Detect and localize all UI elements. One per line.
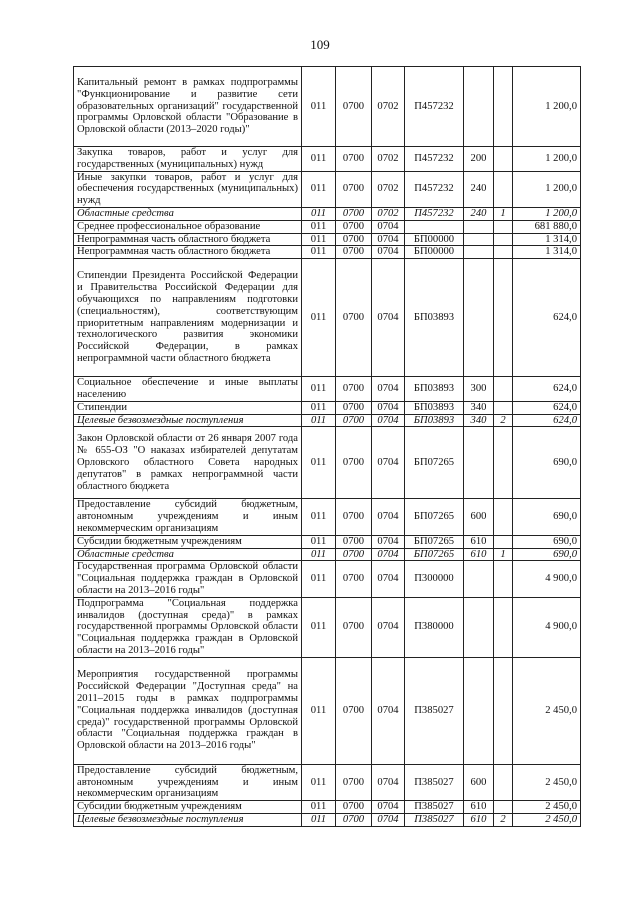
expense-type-code-cell: 240 bbox=[464, 207, 494, 220]
expense-type-code-cell: 600 bbox=[464, 499, 494, 535]
ministry-code-cell: 011 bbox=[302, 171, 336, 207]
subsection-code-cell: 0704 bbox=[372, 233, 405, 246]
section-code-cell: 0700 bbox=[336, 499, 372, 535]
section-code-cell: 0700 bbox=[336, 427, 372, 499]
amount-cell: 2 450,0 bbox=[513, 764, 581, 800]
budget-table-body bbox=[74, 67, 581, 827]
section-code-cell: 0700 bbox=[336, 535, 372, 548]
table-row bbox=[74, 561, 581, 597]
ministry-code-cell: 011 bbox=[302, 813, 336, 826]
subsection-code-cell: 0704 bbox=[372, 246, 405, 259]
ministry-code-cell: 011 bbox=[302, 246, 336, 259]
expense-type-code-cell: 610 bbox=[464, 535, 494, 548]
subsection-code-cell: 0704 bbox=[372, 657, 405, 764]
ministry-code-cell: 011 bbox=[302, 207, 336, 220]
section-code-cell: 0700 bbox=[336, 207, 372, 220]
table-row bbox=[74, 813, 581, 826]
section-code-cell: 0700 bbox=[336, 246, 372, 259]
expense-type-code-cell bbox=[464, 427, 494, 499]
table-row bbox=[74, 657, 581, 764]
amount-cell: 1 314,0 bbox=[513, 246, 581, 259]
section-code-cell: 0700 bbox=[336, 548, 372, 561]
amount-cell: 1 200,0 bbox=[513, 207, 581, 220]
target-article-code-cell: БП03893 bbox=[405, 259, 464, 377]
amount-cell: 690,0 bbox=[513, 548, 581, 561]
section-code-cell: 0700 bbox=[336, 377, 372, 402]
target-article-code-cell: БП00000 bbox=[405, 246, 464, 259]
funding-source-code-cell bbox=[494, 259, 513, 377]
budget-table bbox=[73, 66, 581, 827]
row-name-cell: Целевые безвозмездные поступления bbox=[74, 414, 302, 427]
row-name-cell: Целевые безвозмездные поступления bbox=[74, 813, 302, 826]
expense-type-code-cell bbox=[464, 597, 494, 657]
subsection-code-cell: 0704 bbox=[372, 597, 405, 657]
table-row bbox=[74, 414, 581, 427]
target-article-code-cell: БП03893 bbox=[405, 414, 464, 427]
table-row bbox=[74, 246, 581, 259]
funding-source-code-cell bbox=[494, 499, 513, 535]
subsection-code-cell: 0704 bbox=[372, 427, 405, 499]
subsection-code-cell: 0704 bbox=[372, 801, 405, 814]
page-number: 109 bbox=[310, 37, 330, 52]
row-name-cell: Государственная программа Орловской области "Социальная поддержка граждан в Орловской области на 2013–2016 годы" bbox=[74, 561, 302, 597]
row-name-cell: Закон Орловской области от 26 января 2007 года № 655-ОЗ "О наказах избирателей депутатам Орловского областного Совета народных депутатов" в рамках непрограммной части областного бюджета bbox=[74, 427, 302, 499]
funding-source-code-cell bbox=[494, 597, 513, 657]
funding-source-code-cell bbox=[494, 764, 513, 800]
expense-type-code-cell bbox=[464, 246, 494, 259]
target-article-code-cell: БП07265 bbox=[405, 427, 464, 499]
amount-cell: 624,0 bbox=[513, 259, 581, 377]
funding-source-code-cell bbox=[494, 535, 513, 548]
section-code-cell: 0700 bbox=[336, 813, 372, 826]
target-article-code-cell: П457232 bbox=[405, 147, 464, 172]
section-code-cell: 0700 bbox=[336, 801, 372, 814]
amount-cell: 4 900,0 bbox=[513, 597, 581, 657]
expense-type-code-cell: 300 bbox=[464, 377, 494, 402]
subsection-code-cell: 0704 bbox=[372, 414, 405, 427]
ministry-code-cell: 011 bbox=[302, 548, 336, 561]
section-code-cell: 0700 bbox=[336, 171, 372, 207]
target-article-code-cell: П457232 bbox=[405, 171, 464, 207]
subsection-code-cell: 0702 bbox=[372, 207, 405, 220]
amount-cell: 1 314,0 bbox=[513, 233, 581, 246]
row-name-cell: Непрограммная часть областного бюджета bbox=[74, 246, 302, 259]
table-row bbox=[74, 427, 581, 499]
target-article-code-cell: П300000 bbox=[405, 561, 464, 597]
section-code-cell: 0700 bbox=[336, 597, 372, 657]
amount-cell: 2 450,0 bbox=[513, 813, 581, 826]
table-row bbox=[74, 377, 581, 402]
section-code-cell: 0700 bbox=[336, 220, 372, 233]
amount-cell: 2 450,0 bbox=[513, 801, 581, 814]
funding-source-code-cell bbox=[494, 401, 513, 414]
table-row bbox=[74, 67, 581, 147]
table-row bbox=[74, 171, 581, 207]
target-article-code-cell: БП07265 bbox=[405, 499, 464, 535]
row-name-cell: Предоставление субсидий бюджетным, автономным учреждениям и иным некоммерческим организациям bbox=[74, 764, 302, 800]
row-name-cell: Субсидии бюджетным учреждениям bbox=[74, 801, 302, 814]
table-row bbox=[74, 548, 581, 561]
table-row bbox=[74, 401, 581, 414]
subsection-code-cell: 0704 bbox=[372, 220, 405, 233]
amount-cell: 1 200,0 bbox=[513, 67, 581, 147]
target-article-code-cell: П457232 bbox=[405, 207, 464, 220]
row-name-cell: Непрограммная часть областного бюджета bbox=[74, 233, 302, 246]
expense-type-code-cell bbox=[464, 657, 494, 764]
target-article-code-cell: БП03893 bbox=[405, 401, 464, 414]
ministry-code-cell: 011 bbox=[302, 597, 336, 657]
expense-type-code-cell bbox=[464, 220, 494, 233]
row-name-cell: Подпрограмма "Социальная поддержка инвалидов (доступная среда)" в рамках государственной программы Орловской области "Социальная поддержка граждан в Орловской области на 2013–2016 годы" bbox=[74, 597, 302, 657]
ministry-code-cell: 011 bbox=[302, 67, 336, 147]
ministry-code-cell: 011 bbox=[302, 414, 336, 427]
subsection-code-cell: 0704 bbox=[372, 401, 405, 414]
ministry-code-cell: 011 bbox=[302, 427, 336, 499]
funding-source-code-cell bbox=[494, 427, 513, 499]
subsection-code-cell: 0704 bbox=[372, 499, 405, 535]
expense-type-code-cell: 240 bbox=[464, 171, 494, 207]
target-article-code-cell: П385027 bbox=[405, 657, 464, 764]
subsection-code-cell: 0704 bbox=[372, 813, 405, 826]
funding-source-code-cell bbox=[494, 561, 513, 597]
amount-cell: 690,0 bbox=[513, 499, 581, 535]
row-name-cell: Иные закупки товаров, работ и услуг для обеспечения государственных (муниципальных) нужд bbox=[74, 171, 302, 207]
amount-cell: 4 900,0 bbox=[513, 561, 581, 597]
funding-source-code-cell bbox=[494, 377, 513, 402]
funding-source-code-cell: 1 bbox=[494, 207, 513, 220]
section-code-cell: 0700 bbox=[336, 259, 372, 377]
expense-type-code-cell: 600 bbox=[464, 764, 494, 800]
amount-cell: 681 880,0 bbox=[513, 220, 581, 233]
funding-source-code-cell bbox=[494, 233, 513, 246]
target-article-code-cell: П385027 bbox=[405, 801, 464, 814]
section-code-cell: 0700 bbox=[336, 764, 372, 800]
row-name-cell: Капитальный ремонт в рамках подпрограммы "Функционирование и развитие сети образовательных организаций" государственной программы Орловской области "Образование в Орловской области (2013–2020 годы)" bbox=[74, 67, 302, 147]
ministry-code-cell: 011 bbox=[302, 259, 336, 377]
expense-type-code-cell bbox=[464, 259, 494, 377]
target-article-code-cell: П385027 bbox=[405, 813, 464, 826]
ministry-code-cell: 011 bbox=[302, 147, 336, 172]
funding-source-code-cell bbox=[494, 147, 513, 172]
amount-cell: 624,0 bbox=[513, 401, 581, 414]
funding-source-code-cell bbox=[494, 220, 513, 233]
table-row bbox=[74, 147, 581, 172]
ministry-code-cell: 011 bbox=[302, 535, 336, 548]
target-article-code-cell: БП00000 bbox=[405, 233, 464, 246]
table-row bbox=[74, 764, 581, 800]
table-row bbox=[74, 499, 581, 535]
row-name-cell: Областные средства bbox=[74, 207, 302, 220]
subsection-code-cell: 0704 bbox=[372, 259, 405, 377]
table-row bbox=[74, 259, 581, 377]
target-article-code-cell: БП07265 bbox=[405, 548, 464, 561]
row-name-cell: Среднее профессиональное образование bbox=[74, 220, 302, 233]
row-name-cell: Областные средства bbox=[74, 548, 302, 561]
expense-type-code-cell: 610 bbox=[464, 813, 494, 826]
table-row bbox=[74, 207, 581, 220]
table-row bbox=[74, 220, 581, 233]
amount-cell: 624,0 bbox=[513, 414, 581, 427]
target-article-code-cell: БП07265 bbox=[405, 535, 464, 548]
section-code-cell: 0700 bbox=[336, 414, 372, 427]
section-code-cell: 0700 bbox=[336, 657, 372, 764]
subsection-code-cell: 0704 bbox=[372, 377, 405, 402]
ministry-code-cell: 011 bbox=[302, 657, 336, 764]
section-code-cell: 0700 bbox=[336, 67, 372, 147]
expense-type-code-cell: 200 bbox=[464, 147, 494, 172]
ministry-code-cell: 011 bbox=[302, 220, 336, 233]
row-name-cell: Предоставление субсидий бюджетным, автономным учреждениям и иным некоммерческим организациям bbox=[74, 499, 302, 535]
table-row bbox=[74, 233, 581, 246]
funding-source-code-cell: 2 bbox=[494, 414, 513, 427]
subsection-code-cell: 0704 bbox=[372, 548, 405, 561]
subsection-code-cell: 0702 bbox=[372, 67, 405, 147]
amount-cell: 690,0 bbox=[513, 427, 581, 499]
expense-type-code-cell bbox=[464, 67, 494, 147]
expense-type-code-cell: 610 bbox=[464, 548, 494, 561]
funding-source-code-cell bbox=[494, 801, 513, 814]
target-article-code-cell: П385027 bbox=[405, 764, 464, 800]
funding-source-code-cell: 1 bbox=[494, 548, 513, 561]
table-row bbox=[74, 801, 581, 814]
subsection-code-cell: 0704 bbox=[372, 561, 405, 597]
amount-cell: 690,0 bbox=[513, 535, 581, 548]
expense-type-code-cell: 340 bbox=[464, 401, 494, 414]
target-article-code-cell: БП03893 bbox=[405, 377, 464, 402]
ministry-code-cell: 011 bbox=[302, 801, 336, 814]
section-code-cell: 0700 bbox=[336, 561, 372, 597]
target-article-code-cell: П380000 bbox=[405, 597, 464, 657]
expense-type-code-cell: 340 bbox=[464, 414, 494, 427]
expense-type-code-cell: 610 bbox=[464, 801, 494, 814]
row-name-cell: Социальное обеспечение и иные выплаты населению bbox=[74, 377, 302, 402]
row-name-cell: Закупка товаров, работ и услуг для государственных (муниципальных) нужд bbox=[74, 147, 302, 172]
ministry-code-cell: 011 bbox=[302, 377, 336, 402]
table-row bbox=[74, 535, 581, 548]
subsection-code-cell: 0702 bbox=[372, 147, 405, 172]
ministry-code-cell: 011 bbox=[302, 499, 336, 535]
subsection-code-cell: 0702 bbox=[372, 171, 405, 207]
row-name-cell: Стипендии Президента Российской Федерации и Правительства Российской Федерации для обучающихся по направлениям подготовки (специальностям), соответствующим приоритетным направлениям модернизации и технологического развития экономики Российской Федерации, в рамках непрограммной части областного бюджета bbox=[74, 259, 302, 377]
expense-type-code-cell bbox=[464, 561, 494, 597]
amount-cell: 1 200,0 bbox=[513, 171, 581, 207]
expense-type-code-cell bbox=[464, 233, 494, 246]
row-name-cell: Стипендии bbox=[74, 401, 302, 414]
section-code-cell: 0700 bbox=[336, 233, 372, 246]
row-name-cell: Субсидии бюджетным учреждениям bbox=[74, 535, 302, 548]
section-code-cell: 0700 bbox=[336, 147, 372, 172]
ministry-code-cell: 011 bbox=[302, 233, 336, 246]
funding-source-code-cell: 2 bbox=[494, 813, 513, 826]
amount-cell: 2 450,0 bbox=[513, 657, 581, 764]
subsection-code-cell: 0704 bbox=[372, 535, 405, 548]
funding-source-code-cell bbox=[494, 657, 513, 764]
ministry-code-cell: 011 bbox=[302, 561, 336, 597]
target-article-code-cell: П457232 bbox=[405, 67, 464, 147]
funding-source-code-cell bbox=[494, 171, 513, 207]
row-name-cell: Мероприятия государственной программы Российской Федерации "Доступная среда" на 2011–2015 годы в рамках подпрограммы "Социальная поддержка инвалидов (доступная среда)" государственной программы Орловской области "Социальная поддержка граждан в Орловской области на 2013–2016 годы" bbox=[74, 657, 302, 764]
funding-source-code-cell bbox=[494, 67, 513, 147]
ministry-code-cell: 011 bbox=[302, 764, 336, 800]
subsection-code-cell: 0704 bbox=[372, 764, 405, 800]
amount-cell: 1 200,0 bbox=[513, 147, 581, 172]
ministry-code-cell: 011 bbox=[302, 401, 336, 414]
target-article-code-cell bbox=[405, 220, 464, 233]
table-row bbox=[74, 597, 581, 657]
amount-cell: 624,0 bbox=[513, 377, 581, 402]
section-code-cell: 0700 bbox=[336, 401, 372, 414]
funding-source-code-cell bbox=[494, 246, 513, 259]
